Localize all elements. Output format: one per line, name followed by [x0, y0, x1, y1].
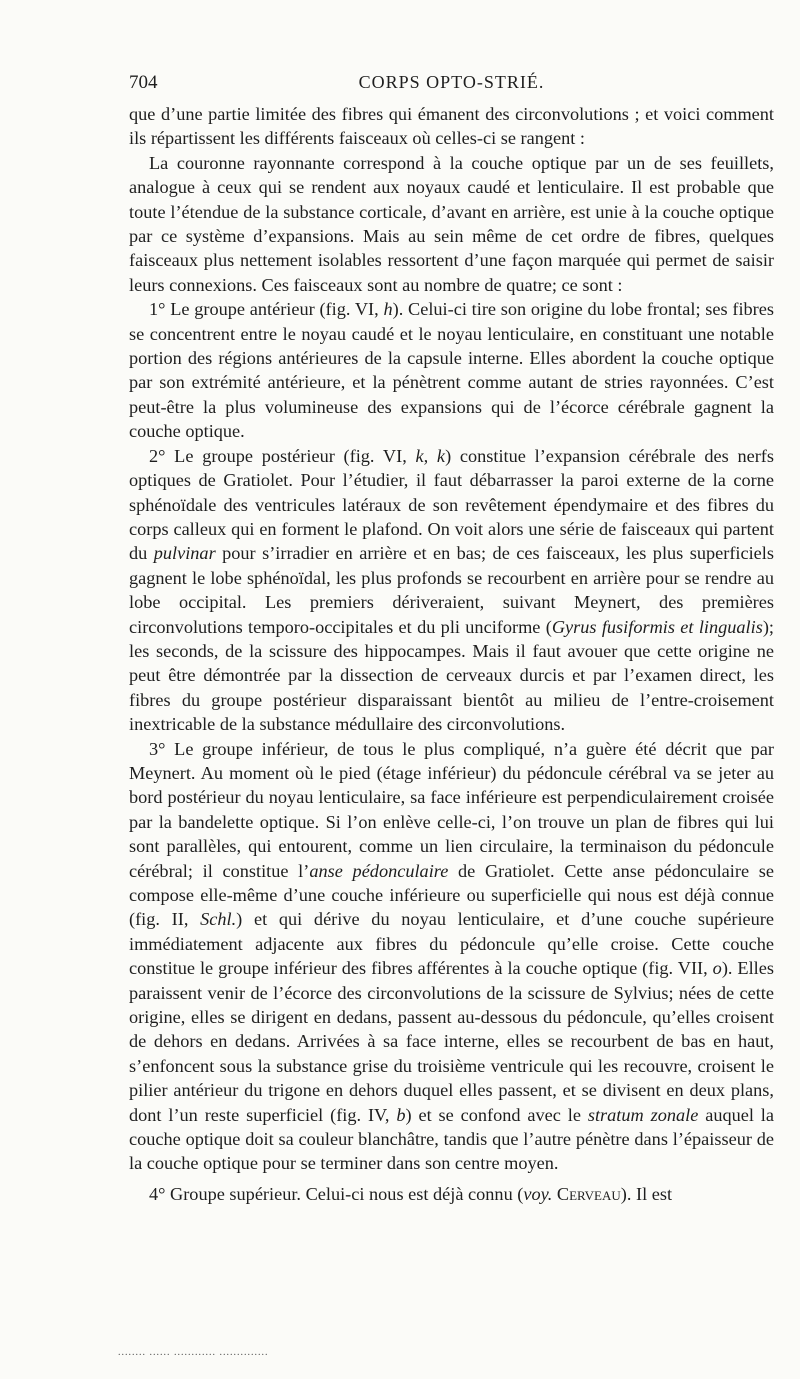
page	[129, 62, 774, 1206]
text-run: 1° Le groupe antérieur (fig. VI,	[149, 299, 384, 320]
body-text	[129, 102, 774, 1206]
italic-run: h	[383, 299, 393, 320]
text-run: ). Celui-ci tire son origine du lobe frontal; ses fibres se concentrent entre le noyau caudé et le noyau lenticulaire, en constituant une notable portion des régions antérieures de la capsule interne. Elles abordent la couche optique par son extrémité antérieure, et la pénètrent comme autant de stries rayonnées. C’est peut-être la plus volumineuse des expansions qui de l’écorce cérébrale gagnent la couche optique.	[129, 299, 774, 442]
italic-run: stratum zonale	[587, 1104, 699, 1125]
italic-run: b	[396, 1104, 406, 1125]
text-run: ). Il est	[620, 1183, 673, 1204]
page-number: 704	[129, 72, 158, 93]
text-run: ) et se confond avec le	[405, 1104, 588, 1125]
italic-run: Gyrus fusiformis et lingualis	[551, 616, 763, 637]
text-run: 4° Groupe supérieur. Celui-ci nous est déjà connu (	[149, 1183, 524, 1204]
running-title: CORPS OPTO-STRIÉ.	[358, 72, 545, 92]
italic-run: voy.	[523, 1183, 553, 1204]
paragraph-couronne-rayonnante: La couronne rayonnante correspond à la couche optique par un de ses feuillets, analogue à ceux qui se rendent aux noyaux caudé et lenticulaire. Il est probable que toute l’étendue de la substance corticale, d’avant en arrière, est unie à la couche optique par ce système d’expansions. Mais au sein même de cet ordre de fibres, quelques faisceaux plus nettement isolables ressortent d’une façon marquée qui permet de saisir leurs connexions. Ces faisceaux sont au nombre de quatre; ce sont :	[129, 152, 774, 295]
italic-run: anse pédonculaire	[309, 860, 449, 881]
page-header	[129, 62, 774, 102]
text-run: pour s’irradier en arrière et en bas; de ces faisceaux, les plus superficiels gagnent le lobe sphénoïdal, les plus profonds se recourbent en arrière pour se rendre au lobe occipital. Les premiers dériveraient, suivant Meynert, des premières circonvolutions temporo-occipitales et du pli unciforme (	[129, 543, 774, 637]
footer-dots: ........ ...... ............ ..............	[118, 1347, 269, 1358]
paragraph-groupe-anterieur	[129, 297, 774, 443]
text-run: ). Elles paraissent venir de l’écorce des circonvolutions de la scissure de Sylvius; nées de cette origine, elles se dirigent en dedans, passent au-dessous du pédoncule, qu’elles croisent de dehors en dedans. Arrivées à sa face interne, elles se recourbent de bas en haut, s’enfoncent sous la substance grise du troisième ventricule qui les recouvre, croisent le pilier antérieur du trigone en dehors duquel elles passent, et se divisent en deux plans, dont l’un reste superficiel (fig. IV,	[129, 958, 774, 1125]
text-run: de Gratiolet. Cette anse pédonculaire se compose elle-même d’une couche inférieure ou superficielle qui nous est déjà connue (fig. II,	[129, 860, 774, 930]
small-caps-run: Cerveau	[556, 1183, 621, 1204]
text-run: ) constitue l’expansion cérébrale des nerfs optiques de Gratiolet. Pour l’étudier, il faut débarrasser la paroi externe de la corne sphénoïdale des ventricules latéraux de son revêtement épendymaire et des fibres du corps calleux qui en forment le plafond. On voit alors une série de faisceaux qui partent du	[129, 445, 775, 564]
text-run: ); les seconds, de la scissure des hippocampes. Mais il faut avouer que cette origine ne peut être démontrée par la dissection de cerveaux durcis et par l’examen direct, les fibres du groupe postérieur disparaissant bientôt au milieu de l’entre-croisement inextricable de la substance médullaire des circonvolutions.	[129, 616, 774, 735]
text-run: ) et qui dérive du noyau lenticulaire, et d’une couche supérieure immédiatement adjacente aux fibres du pédoncule qu’elle croise. Cette couche constitue le groupe inférieur des fibres afférentes à la couche optique (fig. VII,	[129, 909, 774, 979]
italic-run: k, k	[415, 445, 446, 466]
paragraph-groupe-posterieur	[129, 444, 774, 737]
paragraph-continuation: que d’une partie limitée des fibres qui émanent des circonvolutions ; et voici comment ils répartissent les différents faisceaux où celles-ci se rangent :	[129, 104, 774, 149]
text-run: auquel la couche optique doit sa couleur blanchâtre, tandis que l’autre pénètre dans l’épaisseur de la couche optique pour se terminer dans son centre moyen.	[129, 1104, 775, 1174]
text-run: 2° Le groupe postérieur (fig. VI,	[149, 445, 416, 466]
italic-run: o	[712, 958, 722, 979]
italic-run: Schl.	[200, 909, 237, 930]
italic-run: pulvinar	[153, 543, 216, 564]
text-run: 3° Le groupe inférieur, de tous le plus compliqué, n’a guère été décrit que par Meynert. Au moment où le pied (étage inférieur) du pédoncule cérébral va se jeter au bord postérieur du noyau lenticulaire, sa face inférieure est perpendiculairement croisée par la bandelette optique. Si l’on enlève celle-ci, l’on trouve un plan de fibres qui lui sont parallèles, qui entourent, comme un lien circulaire, la terminaison du pédoncule cérébral; il constitue l’	[129, 738, 774, 881]
paragraph-groupe-inferieur	[129, 737, 774, 1176]
paragraph-groupe-superieur	[129, 1182, 774, 1206]
